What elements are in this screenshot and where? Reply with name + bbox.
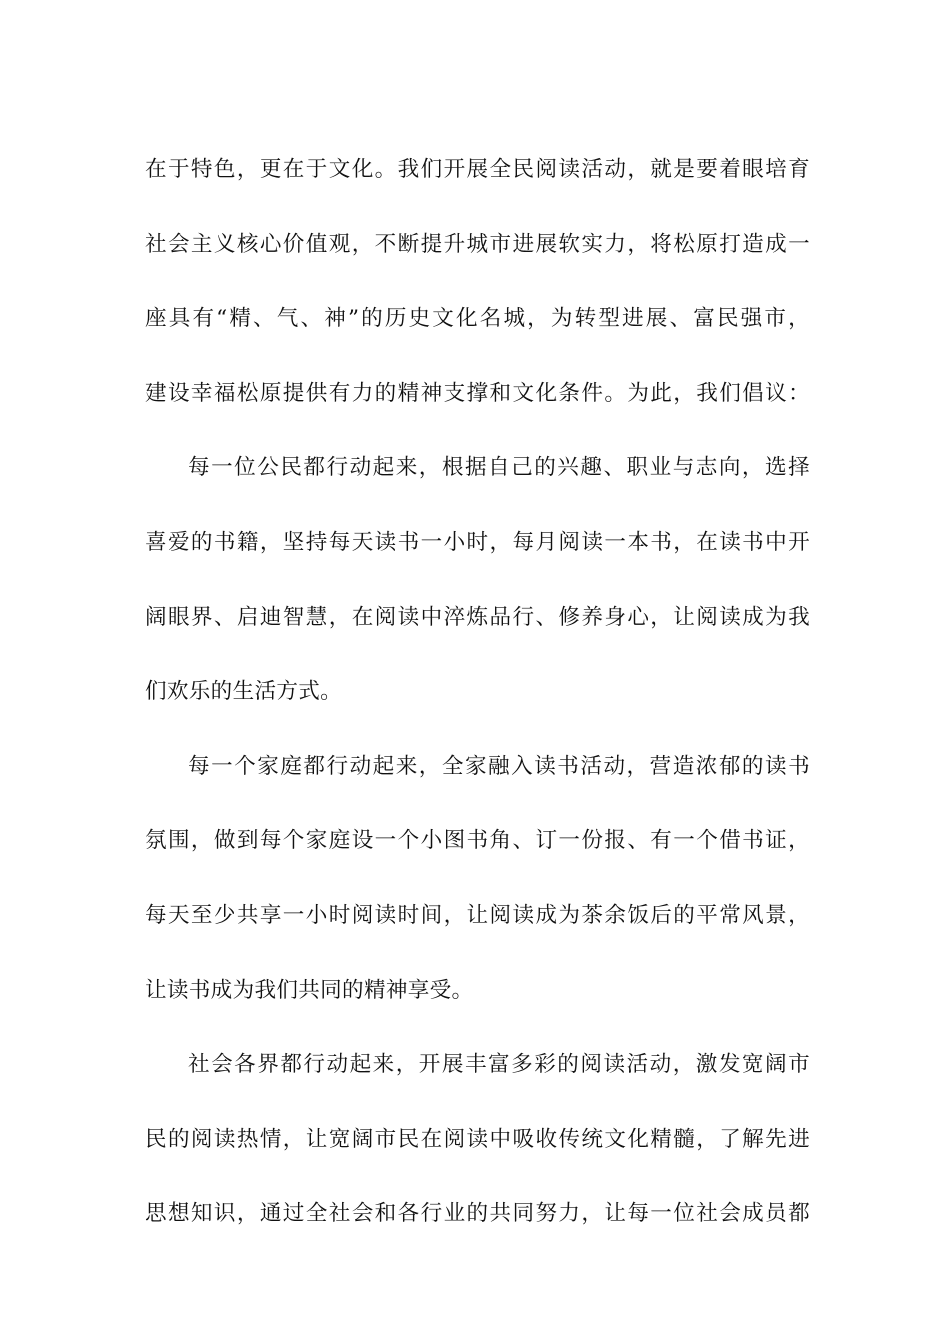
- text-line: 每一个家庭都行动起来，全家融入读书活动，营造浓郁的读书: [188, 753, 810, 779]
- document-body: [145, 133, 810, 1252]
- text-line: 在于特色，更在于文化。我们开展全民阅读活动，就是要着眼培育: [145, 157, 810, 182]
- text-line: 座具有“精、气、神”的历史文化名城，为转型进展、富民强市，: [145, 306, 810, 332]
- text-line: 们欢乐的生活方式。: [145, 679, 343, 705]
- text-line: 阔眼界、启迪智慧，在阅读中淬炼品行、修养身心，让阅读成为我: [145, 604, 810, 630]
- text-line: 社会主义核心价值观，不断提升城市进展软实力，将松原打造成一: [145, 231, 810, 257]
- text-line: 建设幸福松原提供有力的精神支撑和文化条件。为此，我们倡议：: [145, 380, 810, 406]
- text-line: 社会各界都行动起来，开展丰富多彩的阅读活动，激发宽阔市: [188, 1052, 810, 1078]
- text-line: 让读书成为我们共同的精神享受。: [145, 977, 474, 1003]
- text-line: 每天至少共享一小时阅读时间，让阅读成为茶余饭后的平常风景，: [145, 902, 810, 928]
- text-line: 民的阅读热情，让宽阔市民在阅读中吸收传统文化精髓，了解先进: [145, 1126, 810, 1152]
- text-line: 每一位公民都行动起来，根据自己的兴趣、职业与志向，选择: [188, 455, 810, 481]
- text-line: 思想知识，通过全社会和各行业的共同努力，让每一位社会成员都: [145, 1201, 810, 1227]
- text-line: 氛围，做到每个家庭设一个小图书角、订一份报、有一个借书证，: [145, 828, 810, 854]
- text-line: 喜爱的书籍，坚持每天读书一小时，每月阅读一本书，在读书中开: [145, 529, 810, 555]
